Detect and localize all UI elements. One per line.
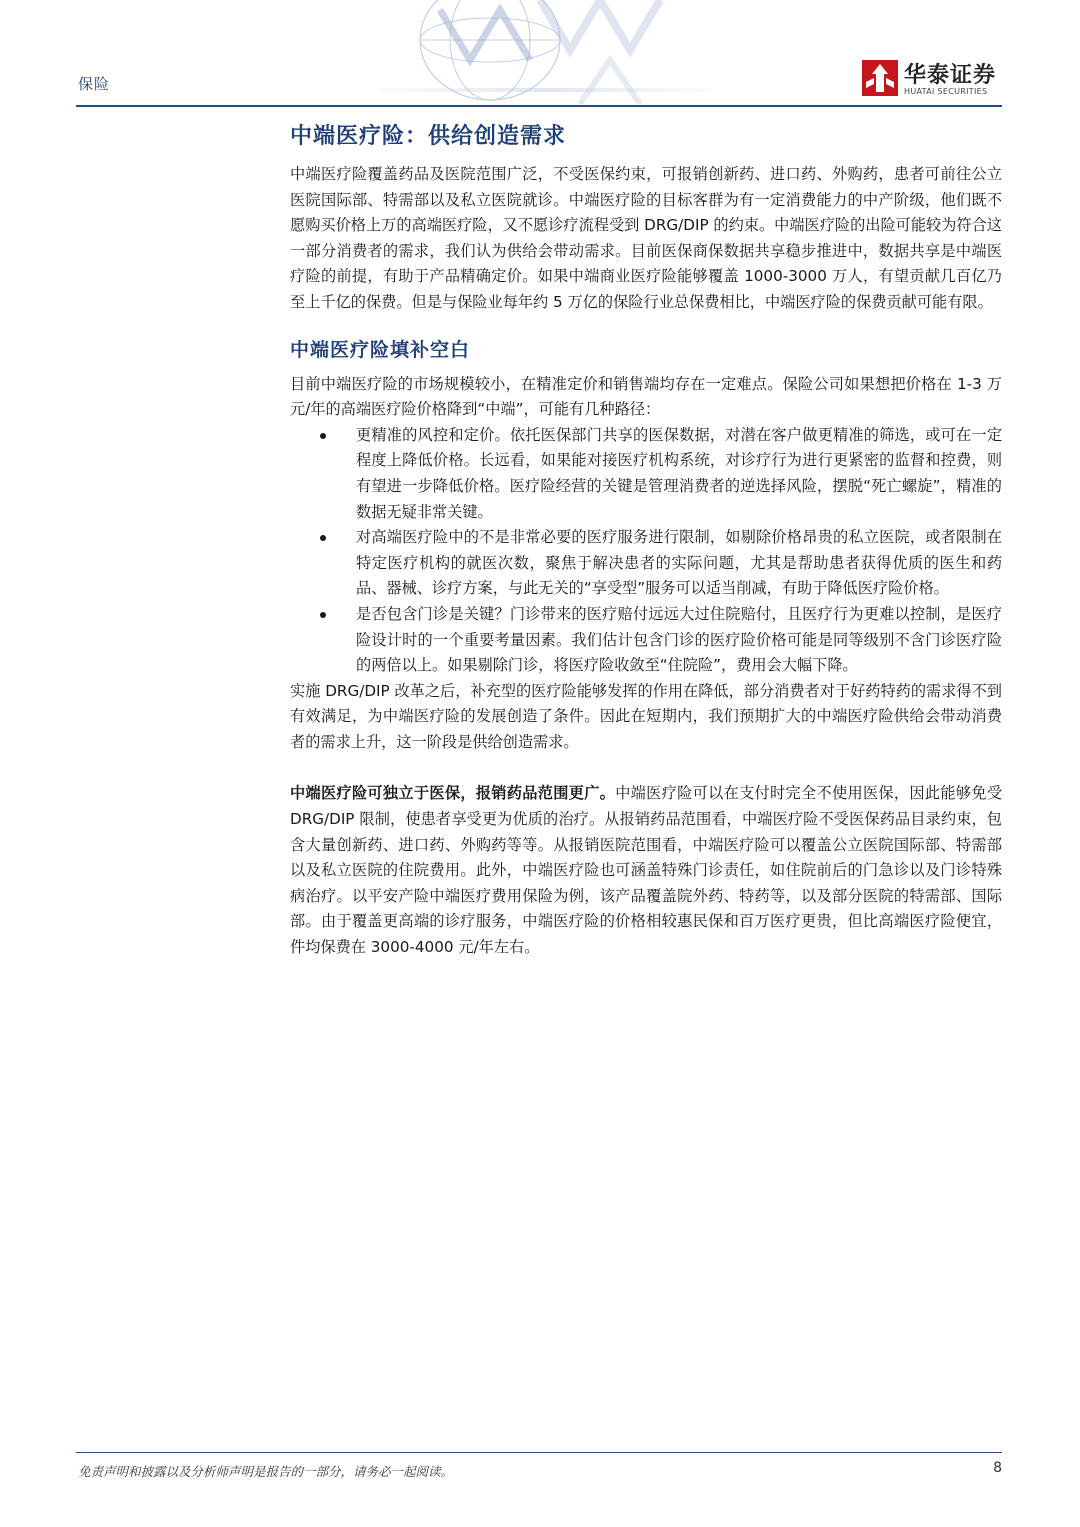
globe-graphic-icon bbox=[380, 0, 710, 104]
bullet-text: 对高端医疗险中的不是非常必要的医疗服务进行限制，如剔除价格昂贵的私立医院，或者限制在特定医疗机构的就医次数，聚焦于解决患者的实际问题，尤其是帮助患者获得优质的医生和药品、器械、诊疗方案，与此无关的“享受型”服务可以适当削减，有助于降低医疗险价格。 bbox=[356, 528, 1002, 598]
paragraph-drg-reform: 实施 DRG/DIP 改革之后，补充型的医疗险能够发挥的作用在降低，部分消费者对于好药特药的需求得不到有效满足，为中端医疗险的发展创造了条件。因此在短期内，我们预期扩大的中端医疗险供给会带动消费者的需求上升，这一阶段是供给创造需求。 bbox=[290, 681, 1002, 751]
bullet-item bbox=[290, 423, 1002, 525]
huatai-logo-mark-icon bbox=[862, 60, 898, 96]
bullet-item bbox=[290, 525, 1002, 602]
bullet-list bbox=[290, 423, 1002, 679]
subsection-title: 中端医疗险填补空白 bbox=[290, 338, 471, 361]
footer-divider bbox=[76, 1452, 1002, 1453]
bullet-item bbox=[290, 602, 1002, 679]
bullet-dot-icon bbox=[320, 612, 326, 618]
logo-chinese-name: 华泰证券 bbox=[904, 63, 997, 88]
section-tag: 保险 bbox=[78, 75, 111, 93]
paragraph-lead-bold: 中端医疗险可独立于医保，报销药品范围更广。 bbox=[290, 784, 616, 803]
bullet-dot-icon bbox=[320, 535, 326, 541]
page-number: 8 bbox=[993, 1460, 1002, 1476]
main-content bbox=[290, 118, 1002, 961]
page-header bbox=[0, 0, 1080, 112]
intro-paragraph: 中端医疗险覆盖药品及医院范围广泛，不受医保约束，可报销创新药、进口药、外购药，患者可前往公立医院国际部、特需部以及私立医院就诊。中端医疗险的目标客群为有一定消费能力的中产阶级，他们既不愿购买价格上万的高端医疗险，又不愿诊疗流程受到 DRG/DIP 的约束。中端医疗险的出险可能较为符合这一部分消费者的需求，我们认为供给会带动需求。目前医保商保数据共享稳步推进中，数据共享是中端医疗险的前提，有助于产品精确定价。如果中端商业医疗险能够覆盖 1000-3000 万人，有望贡献几百亿乃至上千亿的保费。但是与保险业每年约 5 万亿的保险行业总保费相比，中端医疗险的保费贡献可能有限。 bbox=[290, 165, 1002, 311]
paragraph-pricing-paths: 目前中端医疗险的市场规模较小，在精准定价和销售端均存在一定难点。保险公司如果想把价格在 1-3 万元/年的高端医疗险价格降到“中端”，可能有几种路径： bbox=[290, 374, 1002, 419]
logo-english-name: HUATAI SECURITIES bbox=[904, 87, 988, 96]
bullet-text: 是否包含门诊是关键？门诊带来的医疗赔付远远大过住院赔付，且医疗行为更难以控制，是医疗险设计时的一个重要考量因素。我们估计包含门诊的医疗险价格可能是同等级别不含门诊医疗险的两倍以上。如果剔除门诊，将医疗险收敛至“住院险”，费用会大幅下降。 bbox=[356, 604, 1002, 675]
paragraph-independent-coverage bbox=[290, 781, 1002, 960]
section-title: 中端医疗险：供给创造需求 bbox=[290, 124, 567, 149]
header-divider bbox=[76, 105, 1002, 107]
paragraph-body: 中端医疗险可以在支付时完全不使用医保，因此能够免受 DRG/DIP 限制，使患者享受更为优质的治疗。从报销药品范围看，中端医疗险不受医保药品目录约束，包含大量创新药、进口药、外购药等等。从报销医院范围看，中端医疗险可以覆盖公立医院国际部、特需部以及私立医院的住院费用。此外，中端医疗险也可涵盖特殊门诊责任，如住院前后的门急诊以及门诊特殊病治疗。以平安产险中端医疗费用保险为例，该产品覆盖院外药、特药等，以及部分医院的特需部、国际部。由于覆盖更高端的诊疗服务，中端医疗险的价格相较惠民保和百万医疗更贵，但比高端医疗险便宜，件均保费在 3000-4000 元/年左右。 bbox=[290, 784, 1003, 957]
bullet-dot-icon bbox=[320, 433, 326, 439]
huatai-logo bbox=[862, 58, 1004, 102]
footer-disclaimer: 免责声明和披露以及分析师声明是报告的一部分，请务必一起阅读。 bbox=[78, 1464, 454, 1479]
bullet-text: 更精准的风控和定价。依托医保部门共享的医保数据，对潜在客户做更精准的筛选，或可在一定程度上降低价格。长远看，如果能对接医疗机构系统，对诊疗行为进行更紧密的监督和控费，则有望进一步降低价格。医疗险经营的关键是管理消费者的逆选择风险，摆脱“死亡螺旋”，精准的数据无疑非常关键。 bbox=[356, 425, 1002, 521]
